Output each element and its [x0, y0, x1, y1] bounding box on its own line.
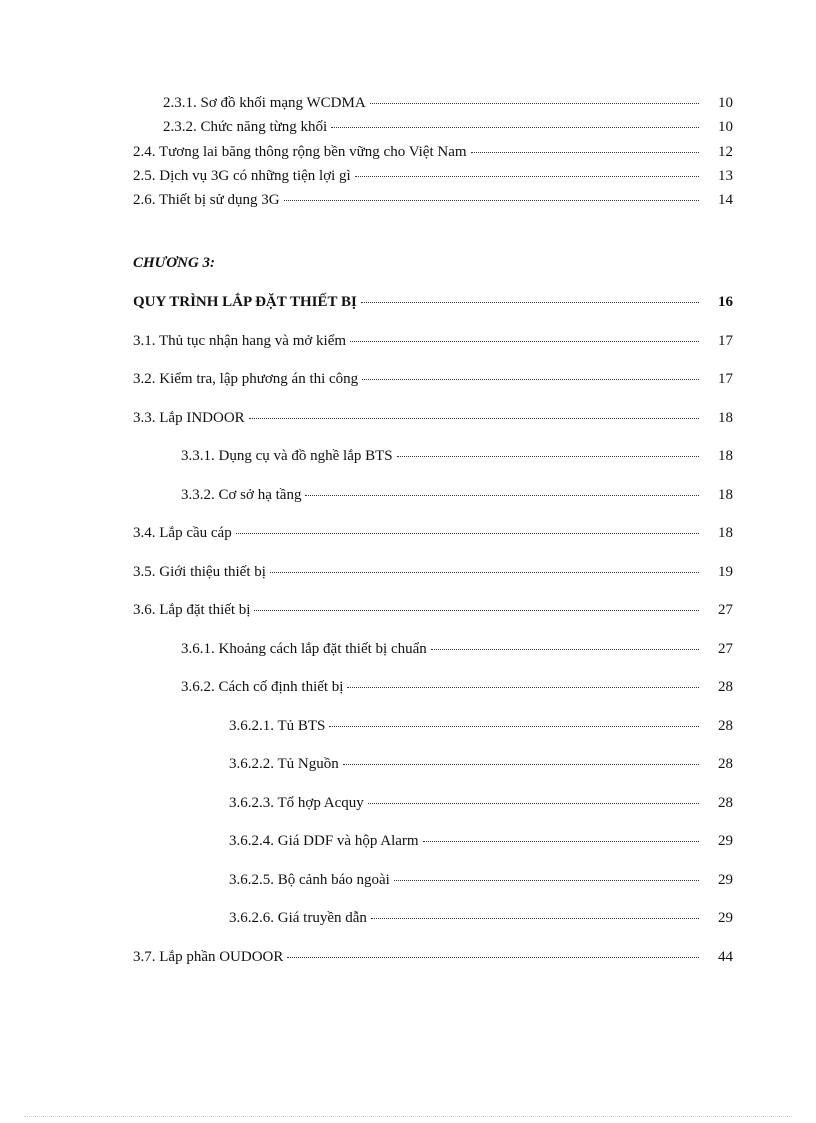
- toc-entry-page: 18: [718, 448, 733, 464]
- dot-leader: [431, 648, 699, 650]
- toc-entry[interactable]: [133, 143, 733, 161]
- toc-entry-page: 29: [718, 872, 733, 888]
- toc-entry-label: 3.6. Lắp đặt thiết bị: [133, 602, 251, 618]
- dot-leader: [343, 763, 699, 765]
- toc-entry-label: 3.6.2.5. Bộ cảnh báo ngoài: [229, 872, 390, 888]
- toc-entry-page: 28: [718, 795, 733, 811]
- dot-leader: [254, 609, 699, 611]
- toc-entry-page: 17: [718, 371, 733, 387]
- toc-entry-page: 16: [718, 294, 733, 310]
- toc-entry-page: 29: [718, 910, 733, 926]
- toc-entry[interactable]: [163, 118, 733, 136]
- toc-entry-label: 3.3. Lắp INDOOR: [133, 410, 245, 426]
- dot-leader: [284, 199, 699, 201]
- dot-leader: [371, 917, 699, 919]
- chapter-heading: CHƯƠNG 3:: [133, 255, 216, 271]
- dot-leader: [331, 126, 699, 128]
- toc-entry[interactable]: [181, 678, 733, 696]
- toc-entry-page: 12: [718, 144, 733, 160]
- toc-entry[interactable]: [181, 640, 733, 658]
- toc-entry[interactable]: [229, 832, 733, 850]
- toc-entry[interactable]: [133, 948, 733, 966]
- dot-leader: [355, 175, 699, 177]
- toc-entry-page: 18: [718, 525, 733, 541]
- toc-entry[interactable]: [133, 167, 733, 185]
- dot-leader: [471, 151, 699, 153]
- toc-entry-label: 3.6.2.6. Giá truyền dẫn: [229, 910, 367, 926]
- toc-entry-label: 3.6.2.1. Tủ BTS: [229, 718, 326, 734]
- toc-entry[interactable]: [133, 332, 733, 350]
- page-bottom-divider: [24, 1116, 792, 1117]
- toc-entry-page: 10: [718, 95, 733, 111]
- toc-entry-label: QUY TRÌNH LẮP ĐẶT THIẾT BỊ: [133, 294, 357, 310]
- toc-entry-page: 13: [718, 168, 733, 184]
- toc-entry-page: 10: [718, 119, 733, 135]
- toc-entry-page: 28: [718, 679, 733, 695]
- dot-leader: [397, 455, 699, 457]
- toc-entry-page: 29: [718, 833, 733, 849]
- toc-entry[interactable]: [133, 409, 733, 427]
- dot-leader: [394, 879, 699, 881]
- toc-entry-page: 19: [718, 564, 733, 580]
- toc-entry-label: 3.6.2.3. Tổ hợp Acquy: [229, 795, 364, 811]
- toc-chapter-title[interactable]: [133, 293, 733, 311]
- toc-entry-label: 2.6. Thiết bị sử dụng 3G: [133, 192, 280, 208]
- toc-entry[interactable]: [163, 94, 733, 112]
- toc-entry[interactable]: [133, 563, 733, 581]
- toc-entry-label: 3.1. Thủ tục nhận hang và mở kiểm: [133, 333, 347, 349]
- toc-entry-label: 2.3.1. Sơ đồ khối mạng WCDMA: [163, 95, 366, 111]
- toc-entry[interactable]: [133, 524, 733, 542]
- toc-entry-page: 28: [718, 756, 733, 772]
- dot-leader: [236, 532, 699, 534]
- toc-entry[interactable]: [229, 755, 733, 773]
- toc-entry-label: 3.3.1. Dụng cụ và đồ nghề lắp BTS: [181, 448, 393, 464]
- toc-entry-label: 3.6.2.4. Giá DDF và hộp Alarm: [229, 833, 419, 849]
- dot-leader: [249, 417, 699, 419]
- dot-leader: [362, 378, 699, 380]
- toc-entry-label: 3.4. Lắp cầu cáp: [133, 525, 232, 541]
- dot-leader: [305, 494, 699, 496]
- toc-entry[interactable]: [133, 370, 733, 388]
- dot-leader: [329, 725, 699, 727]
- dot-leader: [361, 301, 699, 303]
- toc-entry-label: 2.4. Tương lai băng thông rộng bền vững cho Việt Nam: [133, 144, 467, 160]
- toc-entry-page: 28: [718, 718, 733, 734]
- toc-entry-label: 3.2. Kiểm tra, lập phương án thi công: [133, 371, 359, 387]
- toc-entry[interactable]: [133, 601, 733, 619]
- toc-entry-page: 17: [718, 333, 733, 349]
- toc-entry-label: 2.5. Dịch vụ 3G có những tiện lợi gì: [133, 168, 351, 184]
- toc-entry[interactable]: [133, 191, 733, 209]
- dot-leader: [368, 802, 699, 804]
- dot-leader: [347, 686, 699, 688]
- toc-entry-label: 3.5. Giới thiệu thiết bị: [133, 564, 266, 580]
- toc-entry-page: 27: [718, 602, 733, 618]
- toc-entry-page: 44: [718, 949, 733, 965]
- toc-entry-label: 3.6.2. Cách cố định thiết bị: [181, 679, 344, 695]
- toc-entry-page: 14: [718, 192, 733, 208]
- toc-entry-page: 18: [718, 487, 733, 503]
- toc-entry[interactable]: [181, 447, 733, 465]
- toc-entry[interactable]: [229, 717, 733, 735]
- toc-entry-label: 3.6.1. Khoảng cách lắp đặt thiết bị chuẩn: [181, 641, 427, 657]
- dot-leader: [287, 956, 699, 958]
- toc-entry-label: 2.3.2. Chức năng từng khối: [163, 119, 328, 135]
- toc-entry[interactable]: [229, 871, 733, 889]
- toc-entry-label: 3.7. Lắp phần OUDOOR: [133, 949, 284, 965]
- dot-leader: [350, 340, 699, 342]
- toc-entry[interactable]: [181, 486, 733, 504]
- dot-leader: [370, 102, 699, 104]
- toc-entry-label: 3.3.2. Cơ sở hạ tầng: [181, 487, 302, 503]
- dot-leader: [423, 840, 699, 842]
- dot-leader: [270, 571, 699, 573]
- toc-entry-label: 3.6.2.2. Tủ Nguồn: [229, 756, 339, 772]
- toc-entry[interactable]: [229, 794, 733, 812]
- toc-entry-page: 18: [718, 410, 733, 426]
- toc-entry[interactable]: [229, 909, 733, 927]
- toc-entry-page: 27: [718, 641, 733, 657]
